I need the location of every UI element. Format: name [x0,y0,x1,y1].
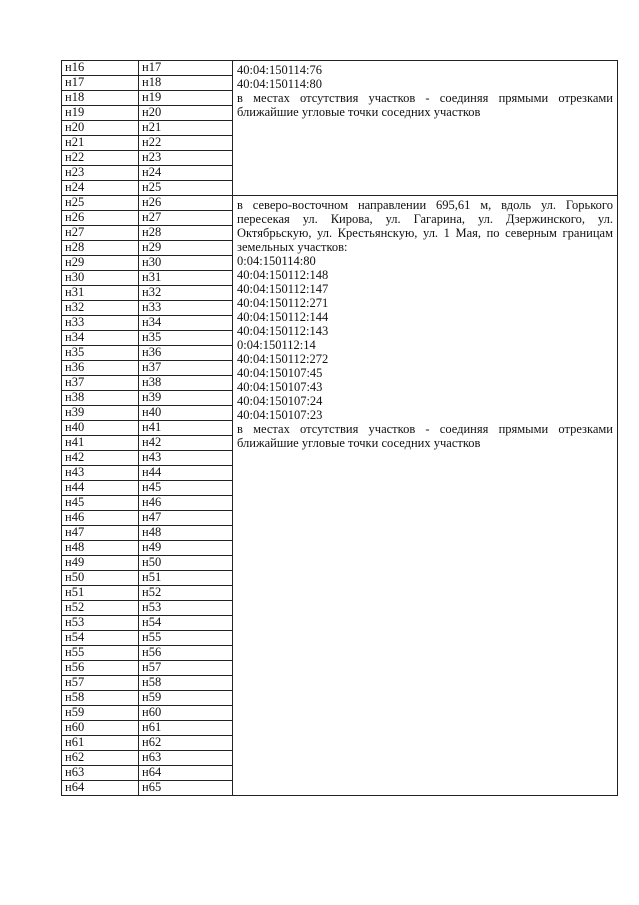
start-point-cell: н45 [62,496,139,511]
start-point-cell: н49 [62,556,139,571]
end-point-cell: н30 [139,256,233,271]
end-point-cell: н32 [139,286,233,301]
end-point-cell: н43 [139,451,233,466]
end-point-cell: н60 [139,706,233,721]
end-point-cell: н37 [139,361,233,376]
end-point-cell: н21 [139,121,233,136]
start-point-cell: н26 [62,211,139,226]
cadastral-number: 40:04:150107:24 [237,394,323,408]
end-point-cell: н22 [139,136,233,151]
start-point-cell: н64 [62,781,139,796]
end-point-cell: н27 [139,211,233,226]
start-point-cell: н42 [62,451,139,466]
start-point-cell: н47 [62,526,139,541]
description-cell-1 [233,61,618,196]
start-point-cell: н19 [62,106,139,121]
end-point-cell: н59 [139,691,233,706]
end-point-cell: н42 [139,436,233,451]
end-point-cell: н61 [139,721,233,736]
start-point-cell: н55 [62,646,139,661]
end-point-cell: н45 [139,481,233,496]
end-point-cell: н51 [139,571,233,586]
fallback-note: в местах отсутствия участков - соединяя прямыми отрезками ближайшие угловые точки соседних участков [237,91,613,119]
cadastral-number: 40:04:150112:148 [237,268,329,282]
end-point-cell: н24 [139,166,233,181]
start-point-cell: н54 [62,631,139,646]
cadastral-number: 40:04:150107:23 [237,408,323,422]
start-point-cell: н53 [62,616,139,631]
end-point-cell: н29 [139,241,233,256]
cadastral-number: 40:04:150114:80 [237,77,322,91]
start-point-cell: н46 [62,511,139,526]
start-point-cell: н28 [62,241,139,256]
end-point-cell: н19 [139,91,233,106]
end-point-cell: н36 [139,346,233,361]
description-cell-2 [233,196,618,796]
end-point-cell: н58 [139,676,233,691]
end-point-cell: н35 [139,331,233,346]
end-point-cell: н34 [139,316,233,331]
cadastral-number: 40:04:150112:147 [237,282,329,296]
start-point-cell: н38 [62,391,139,406]
end-point-cell: н26 [139,196,233,211]
start-point-cell: н35 [62,346,139,361]
end-point-cell: н40 [139,406,233,421]
start-point-cell: н23 [62,166,139,181]
cadastral-number: 40:04:150112:272 [237,352,329,366]
end-point-cell: н53 [139,601,233,616]
end-point-cell: н64 [139,766,233,781]
start-point-cell: н25 [62,196,139,211]
end-point-cell: н44 [139,466,233,481]
end-point-cell: н49 [139,541,233,556]
end-point-cell: н46 [139,496,233,511]
start-point-cell: н52 [62,601,139,616]
end-point-cell: н41 [139,421,233,436]
end-point-cell: н52 [139,586,233,601]
start-point-cell: н56 [62,661,139,676]
end-point-cell: н50 [139,556,233,571]
end-point-cell: н23 [139,151,233,166]
start-point-cell: н18 [62,91,139,106]
end-point-cell: н39 [139,391,233,406]
boundary-table [61,60,618,796]
end-point-cell: н31 [139,271,233,286]
end-point-cell: н18 [139,76,233,91]
start-point-cell: н39 [62,406,139,421]
table-row [62,61,618,76]
end-point-cell: н48 [139,526,233,541]
cadastral-number: 40:04:150107:45 [237,366,323,380]
start-point-cell: н31 [62,286,139,301]
start-point-cell: н27 [62,226,139,241]
end-point-cell: н47 [139,511,233,526]
start-point-cell: н51 [62,586,139,601]
boundary-table-body [62,61,618,796]
end-point-cell: н20 [139,106,233,121]
start-point-cell: н36 [62,361,139,376]
end-point-cell: н28 [139,226,233,241]
end-point-cell: н33 [139,301,233,316]
start-point-cell: н16 [62,61,139,76]
start-point-cell: н20 [62,121,139,136]
start-point-cell: н63 [62,766,139,781]
start-point-cell: н44 [62,481,139,496]
end-point-cell: н54 [139,616,233,631]
start-point-cell: н41 [62,436,139,451]
end-point-cell: н63 [139,751,233,766]
table-row [62,196,618,211]
end-point-cell: н17 [139,61,233,76]
start-point-cell: н59 [62,706,139,721]
start-point-cell: н43 [62,466,139,481]
start-point-cell: н34 [62,331,139,346]
start-point-cell: н48 [62,541,139,556]
cadastral-number: 40:04:150114:76 [237,63,322,77]
start-point-cell: н29 [62,256,139,271]
start-point-cell: н62 [62,751,139,766]
end-point-cell: н38 [139,376,233,391]
start-point-cell: н50 [62,571,139,586]
end-point-cell: н25 [139,181,233,196]
end-point-cell: н56 [139,646,233,661]
start-point-cell: н17 [62,76,139,91]
start-point-cell: н37 [62,376,139,391]
start-point-cell: н40 [62,421,139,436]
start-point-cell: н21 [62,136,139,151]
start-point-cell: н32 [62,301,139,316]
end-point-cell: н65 [139,781,233,796]
end-point-cell: н57 [139,661,233,676]
start-point-cell: н30 [62,271,139,286]
cadastral-number: 40:04:150112:271 [237,296,329,310]
direction-description: в северо-восточном направлении 695,61 м, вдоль ул. Горького пересекая ул. Кирова, ул. Гагарина, ул. Дзержинского, ул. Октябрьскую, ул. Крестьянскую, ул. 1 Мая, по северным границам земельных участков: [237,198,613,254]
start-point-cell: н60 [62,721,139,736]
end-point-cell: н55 [139,631,233,646]
end-point-cell: н62 [139,736,233,751]
start-point-cell: н57 [62,676,139,691]
cadastral-number: 0:04:150114:80 [237,254,316,268]
start-point-cell: н33 [62,316,139,331]
fallback-note: в местах отсутствия участков - соединяя прямыми отрезками ближайшие угловые точки соседних участков [237,422,613,450]
start-point-cell: н22 [62,151,139,166]
cadastral-number: 40:04:150112:143 [237,324,329,338]
start-point-cell: н58 [62,691,139,706]
cadastral-number: 40:04:150112:144 [237,310,329,324]
start-point-cell: н24 [62,181,139,196]
cadastral-number: 40:04:150107:43 [237,380,323,394]
start-point-cell: н61 [62,736,139,751]
cadastral-number: 0:04:150112:14 [237,338,316,352]
